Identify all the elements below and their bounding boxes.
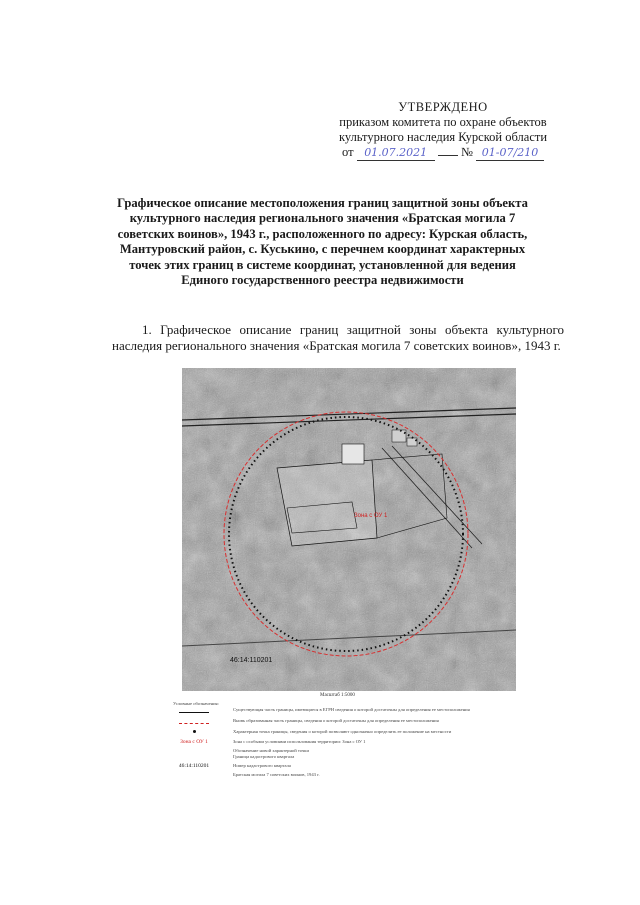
- legend-new-border-symbol: [173, 720, 215, 725]
- approval-stamp: [318, 100, 568, 161]
- legend-item-quarter-border: Граница кадастрового квартала: [233, 754, 295, 759]
- legend-item-characteristic-point: Характерная точка границы, сведения о которой позволяют однозначно определить ее положение на местности: [233, 729, 452, 734]
- legend-point-symbol: [173, 729, 215, 734]
- legend-item-quarter-number: Номер кадастрового квартала: [233, 763, 291, 768]
- map-scale: Масштаб 1:5000: [320, 693, 355, 698]
- date-value: 01.07.2021: [357, 145, 435, 161]
- number-prefix: №: [460, 145, 473, 159]
- legend-cadastral-symbol: 46:14:110201: [178, 763, 210, 769]
- aerial-map: [182, 368, 516, 691]
- map-image: [182, 368, 516, 691]
- legend-title: Условные обозначения:: [173, 701, 219, 706]
- approval-line-1: приказом комитета по охране объектов: [339, 115, 547, 129]
- legend-item-zone: Зона с особыми условиями использования территории: Зона с ОУ 1: [233, 739, 366, 744]
- legend-zone-symbol: Зона с ОУ 1: [180, 739, 208, 745]
- cadastral-label: 46:14:110201: [230, 657, 273, 664]
- legend-item-existing-border: Существующая часть границы, имеющиеся в ЕГРН сведения о которой достаточны для определения ее местоположения: [233, 707, 470, 712]
- legend-existing-border-symbol: [173, 709, 215, 714]
- legend-item-new-border: Вновь образованная часть границы, сведения о которой достаточны для определения ее местоположения: [233, 718, 439, 723]
- approval-date-line: [318, 145, 568, 161]
- legend-item-monument: Братская могила 7 советских воинов, 1943 г.: [233, 772, 320, 777]
- document-title: Графическое описание местоположения границ защитной зоны объекта культурного наследия регионального значения «Братская могила 7 советских воинов», 1943 г., расположенного по адресу: Курская область, Мантуровский район, с. Куськино, с перечнем координат характерных точек этих границ в системе координат, установленной для ведения Единого государственного реестра недвижимости: [117, 196, 528, 288]
- zone-label: Зона с ОУ 1: [354, 513, 388, 519]
- date-prefix: от: [342, 145, 354, 159]
- approval-line-2: культурного наследия Курской области: [338, 130, 548, 144]
- approval-heading: УТВЕРЖДЕНО: [398, 100, 488, 114]
- legend-item-new-point: Обозначение новой характерной точки: [233, 748, 309, 753]
- number-value: 01-07/210: [476, 145, 544, 161]
- section-paragraph: 1. Графическое описание границ защитной зоны объекта культурного наследия регионального значения «Братская могила 7 советских воинов», 1943 г.: [112, 322, 564, 353]
